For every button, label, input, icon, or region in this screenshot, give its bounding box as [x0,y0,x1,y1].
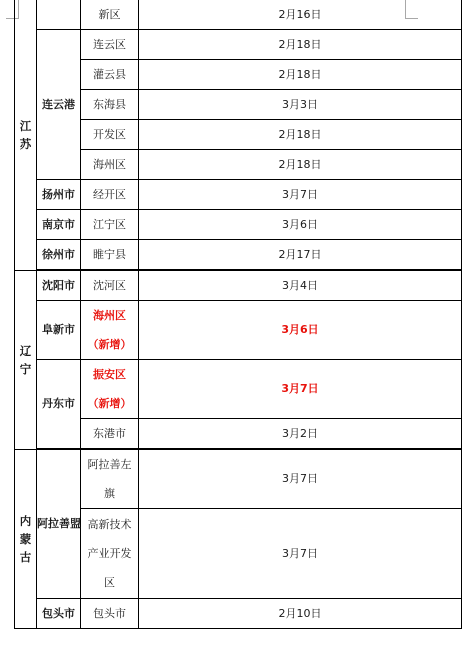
district-line: （新增） [87,397,132,410]
date-cell: 3月7日 [139,509,462,599]
province-name: 内蒙古 [19,513,32,564]
table-row [15,0,462,30]
district-line: 区 [104,576,115,589]
table-row [15,599,462,629]
district-cell [81,450,139,509]
district-line: （新增） [87,338,132,351]
date-cell: 3月6日 [139,210,462,240]
city-cell-blank [37,0,81,30]
date-cell: 2月18日 [139,120,462,150]
date-cell: 3月2日 [139,419,462,449]
date-cell: 2月10日 [139,599,462,629]
table-row [15,301,462,360]
district-cell [81,360,139,419]
table-row [15,509,462,599]
province-name: 辽宁 [19,343,32,376]
date-cell: 2月18日 [139,60,462,90]
date-cell: 3月7日 [139,180,462,210]
table-row [15,240,462,270]
district-cell: 经开区 [81,180,139,210]
district-line: 振安区 [93,368,126,381]
district-cell: 东港市 [81,419,139,449]
district-line: 产业开发 [87,547,132,560]
province-cell-jiangsu [15,0,37,271]
province-name: 江苏 [19,118,32,151]
city-cell: 阜新市 [37,301,81,360]
date-cell-highlight: 3月7日 [139,360,462,419]
district-cell: 新区 [81,0,139,30]
date-cell-highlight: 3月6日 [139,301,462,360]
table-row [15,60,462,90]
district-cell: 连云区 [81,30,139,60]
table-row [15,450,462,509]
district-line: 高新技术 [87,518,132,531]
table-row [15,360,462,419]
district-cell: 海州区 [81,150,139,180]
district-cell: 江宁区 [81,210,139,240]
date-cell: 3月7日 [139,450,462,509]
city-cell: 沈阳市 [37,271,81,301]
table-row [15,210,462,240]
city-cell: 连云港 [37,30,81,180]
city-name: 阿拉善盟 [37,517,81,530]
city-cell: 包头市 [37,599,81,629]
city-cell: 徐州市 [37,240,81,270]
date-cell: 2月18日 [139,150,462,180]
city-cell: 丹东市 [37,360,81,449]
district-cell: 睢宁县 [81,240,139,270]
district-line: 海州区 [93,309,126,322]
province-cell-liaoning [15,271,37,450]
city-cell: 扬州市 [37,180,81,210]
district-line: 阿拉善左 [87,458,132,471]
district-cell: 灌云县 [81,60,139,90]
city-cell [37,450,81,599]
table-row [15,150,462,180]
table-row [15,120,462,150]
date-cell: 3月4日 [139,271,462,301]
district-cell: 包头市 [81,599,139,629]
date-cell: 3月3日 [139,90,462,120]
table-row [15,419,462,449]
date-table [14,0,462,629]
table-row [15,271,462,301]
table-row [15,180,462,210]
district-cell [81,301,139,360]
date-cell: 2月17日 [139,240,462,270]
city-cell: 南京市 [37,210,81,240]
table-row [15,30,462,60]
province-cell-neimenggu [15,450,37,629]
district-cell: 沈河区 [81,271,139,301]
district-cell [81,509,139,599]
district-cell: 开发区 [81,120,139,150]
date-cell: 2月16日 [139,0,462,30]
district-line: 旗 [104,487,115,500]
district-cell: 东海县 [81,90,139,120]
table-row [15,90,462,120]
date-cell: 2月18日 [139,30,462,60]
